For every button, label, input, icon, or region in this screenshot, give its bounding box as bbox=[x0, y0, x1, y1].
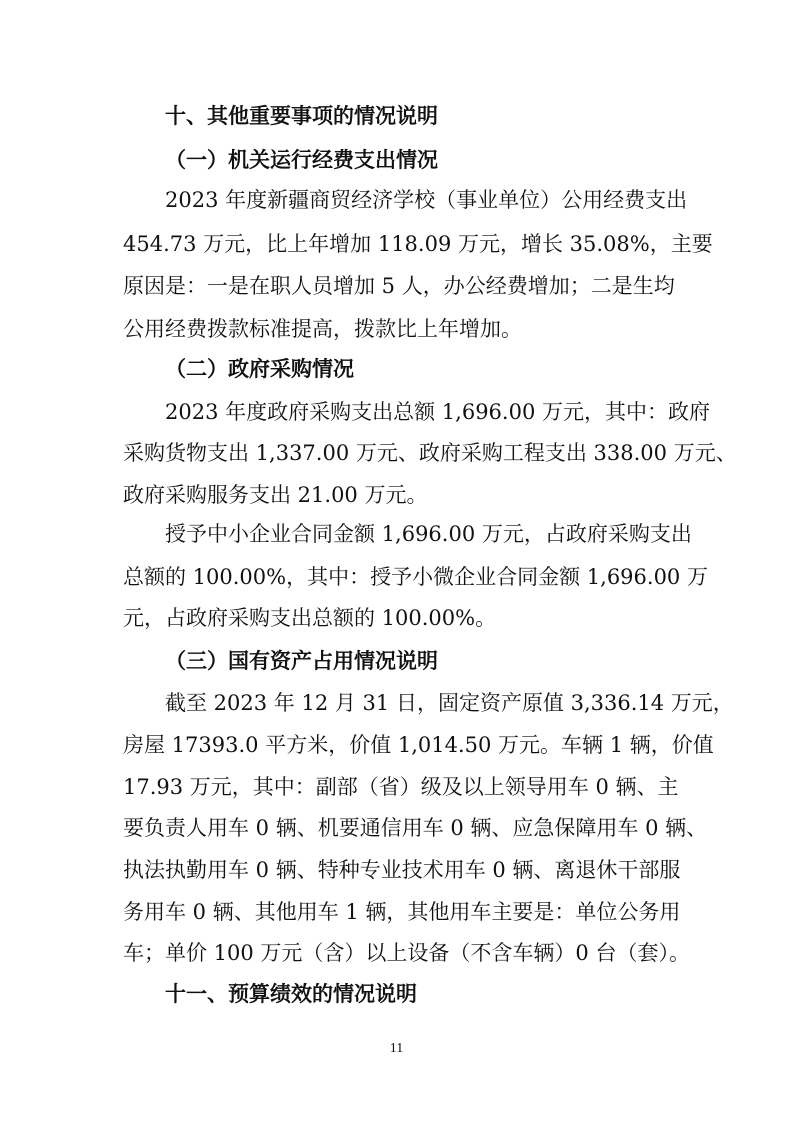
subsection-2-heading: （二）政府采购情况 bbox=[165, 357, 354, 381]
paragraph-line: 2023 年度新疆商贸经济学校（事业单位）公用经费支出 bbox=[165, 188, 688, 212]
section-10-heading: 十、其他重要事项的情况说明 bbox=[165, 104, 438, 128]
paragraph-line: 执法执勤用车 0 辆、特种专业技术用车 0 辆、离退休干部服 bbox=[123, 858, 681, 882]
paragraph-line: 政府采购服务支出 21.00 万元。 bbox=[123, 483, 428, 507]
section-11-heading: 十一、预算绩效的情况说明 bbox=[165, 982, 417, 1006]
paragraph-line: 要负责人用车 0 辆、机要通信用车 0 辆、应急保障用车 0 辆、 bbox=[123, 816, 708, 840]
paragraph-line: 总额的 100.00%，其中：授予小微企业合同金额 1,696.00 万 bbox=[123, 565, 708, 589]
paragraph-line: 元，占政府采购支出总额的 100.00%。 bbox=[123, 606, 497, 630]
paragraph-line: 采购货物支出 1,337.00 万元、政府采购工程支出 338.00 万元、 bbox=[123, 441, 737, 465]
paragraph-line: 公用经费拨款标准提高，拨款比上年增加。 bbox=[123, 317, 522, 341]
page-number: 11 bbox=[389, 1041, 404, 1056]
paragraph-line: 授予中小企业合同金额 1,696.00 万元，占政府采购支出 bbox=[165, 522, 692, 546]
paragraph-line: 454.73 万元，比上年增加 118.09 万元，增长 35.08%，主要 bbox=[123, 232, 713, 256]
paragraph-line: 房屋 17393.0 平方米，价值 1,014.50 万元。车辆 1 辆，价值 bbox=[123, 733, 714, 757]
paragraph-line: 车；单价 100 万元（含）以上设备（不含车辆）0 台（套）。 bbox=[123, 941, 690, 965]
subsection-3-heading: （三）国有资产占用情况说明 bbox=[165, 649, 438, 673]
subsection-1-heading: （一）机关运行经费支出情况 bbox=[165, 148, 438, 172]
paragraph-line: 截至 2023 年 12 月 31 日，固定资产原值 3,336.14 万元， bbox=[165, 691, 734, 715]
paragraph-line: 务用车 0 辆、其他用车 1 辆，其他用车主要是：单位公务用 bbox=[123, 900, 681, 924]
paragraph-line: 17.93 万元，其中：副部（省）级及以上领导用车 0 辆、主 bbox=[123, 775, 679, 799]
paragraph-line: 原因是：一是在职人员增加 5 人，办公经费增加；二是生均 bbox=[123, 274, 675, 298]
paragraph-line: 2023 年度政府采购支出总额 1,696.00 万元，其中：政府 bbox=[165, 400, 710, 424]
